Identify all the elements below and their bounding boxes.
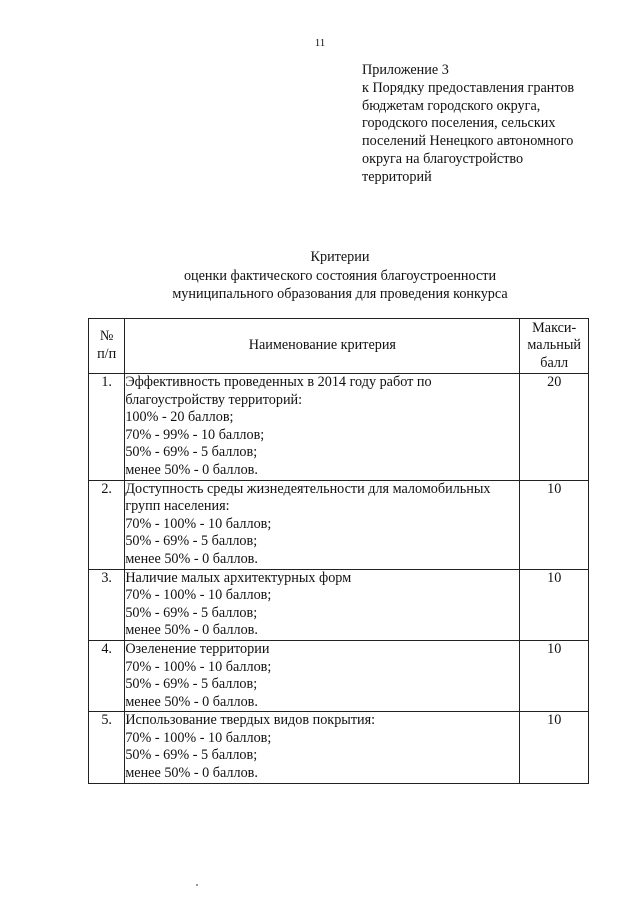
table-row <box>89 712 589 783</box>
header-number <box>89 319 125 374</box>
table-header-row <box>89 319 589 374</box>
appendix-line: к Порядку предоставления грантов <box>362 79 575 96</box>
header-score-line: мальный <box>527 337 581 354</box>
header-score-line: Макси- <box>532 319 577 336</box>
appendix-line: Приложение 3 <box>362 62 449 78</box>
criterion-line: Доступность среды жизнедеятельности для маломобильных <box>125 480 491 497</box>
criterion-text <box>125 640 520 711</box>
header-number-line: п/п <box>97 346 117 362</box>
header-score <box>520 319 589 374</box>
appendix-line: городского поселения, сельских <box>362 115 556 132</box>
row-number: 2. <box>89 480 125 569</box>
criterion-line: Наличие малых архитектурных форм <box>125 569 352 586</box>
criterion-line: 100% - 20 баллов; <box>125 409 234 426</box>
row-number: 3. <box>89 569 125 640</box>
criterion-line: 70% - 99% - 10 баллов; <box>125 426 265 443</box>
criterion-line: 70% - 100% - 10 баллов; <box>125 729 272 746</box>
table-row <box>89 569 589 640</box>
document-title <box>0 248 640 304</box>
table-row <box>89 640 589 711</box>
criterion-line: менее 50% - 0 баллов. <box>125 622 258 639</box>
criterion-line: 70% - 100% - 10 баллов; <box>125 658 272 675</box>
criterion-line: 50% - 69% - 5 баллов; <box>125 747 258 764</box>
criterion-line: благоустройству территорий: <box>125 391 303 408</box>
criterion-line: групп населения: <box>125 498 230 515</box>
max-score: 10 <box>520 569 589 640</box>
criterion-line: 50% - 69% - 5 баллов; <box>125 444 258 461</box>
criterion-line: 70% - 100% - 10 баллов; <box>125 515 272 532</box>
criterion-line: менее 50% - 0 баллов. <box>125 550 258 567</box>
appendix-line: поселений Ненецкого автономного <box>362 133 574 150</box>
criterion-text <box>125 374 520 481</box>
scan-dot <box>196 884 198 886</box>
table-row <box>89 374 589 481</box>
header-number-line: № <box>99 328 114 345</box>
max-score: 10 <box>520 712 589 783</box>
row-number: 5. <box>89 712 125 783</box>
criterion-text <box>125 569 520 640</box>
row-number: 1. <box>89 374 125 481</box>
appendix-line: округа на благоустройство <box>362 150 524 167</box>
criterion-text <box>125 712 520 783</box>
criteria-table <box>88 318 589 784</box>
page-number: 11 <box>314 37 326 49</box>
criterion-line: 50% - 69% - 5 баллов; <box>125 604 258 621</box>
title-line: Критерии <box>310 249 370 265</box>
criterion-line: Использование твердых видов покрытия: <box>125 712 376 729</box>
criterion-line: менее 50% - 0 баллов. <box>125 693 258 710</box>
title-line: оценки фактического состояния благоустроенности <box>183 267 497 284</box>
max-score: 10 <box>520 640 589 711</box>
max-score: 10 <box>520 480 589 569</box>
header-name: Наименование критерия <box>125 319 520 374</box>
table-row <box>89 480 589 569</box>
title-line: муниципального образования для проведения конкурса <box>172 286 508 302</box>
appendix-line: бюджетам городского округа, <box>362 97 541 114</box>
max-score: 20 <box>520 374 589 481</box>
criterion-line: Озеленение территории <box>125 640 270 657</box>
appendix-note <box>362 62 622 187</box>
appendix-line: территорий <box>362 168 432 185</box>
row-number: 4. <box>89 640 125 711</box>
header-score-line: балл <box>540 354 569 371</box>
criterion-line: 70% - 100% - 10 баллов; <box>125 587 272 604</box>
criterion-line: 50% - 69% - 5 баллов; <box>125 676 258 693</box>
criterion-line: менее 50% - 0 баллов. <box>125 765 258 782</box>
criterion-line: 50% - 69% - 5 баллов; <box>125 533 258 550</box>
criterion-line: менее 50% - 0 баллов. <box>125 461 258 478</box>
criterion-line: Эффективность проведенных в 2014 году работ по <box>125 374 432 390</box>
criterion-text <box>125 480 520 569</box>
